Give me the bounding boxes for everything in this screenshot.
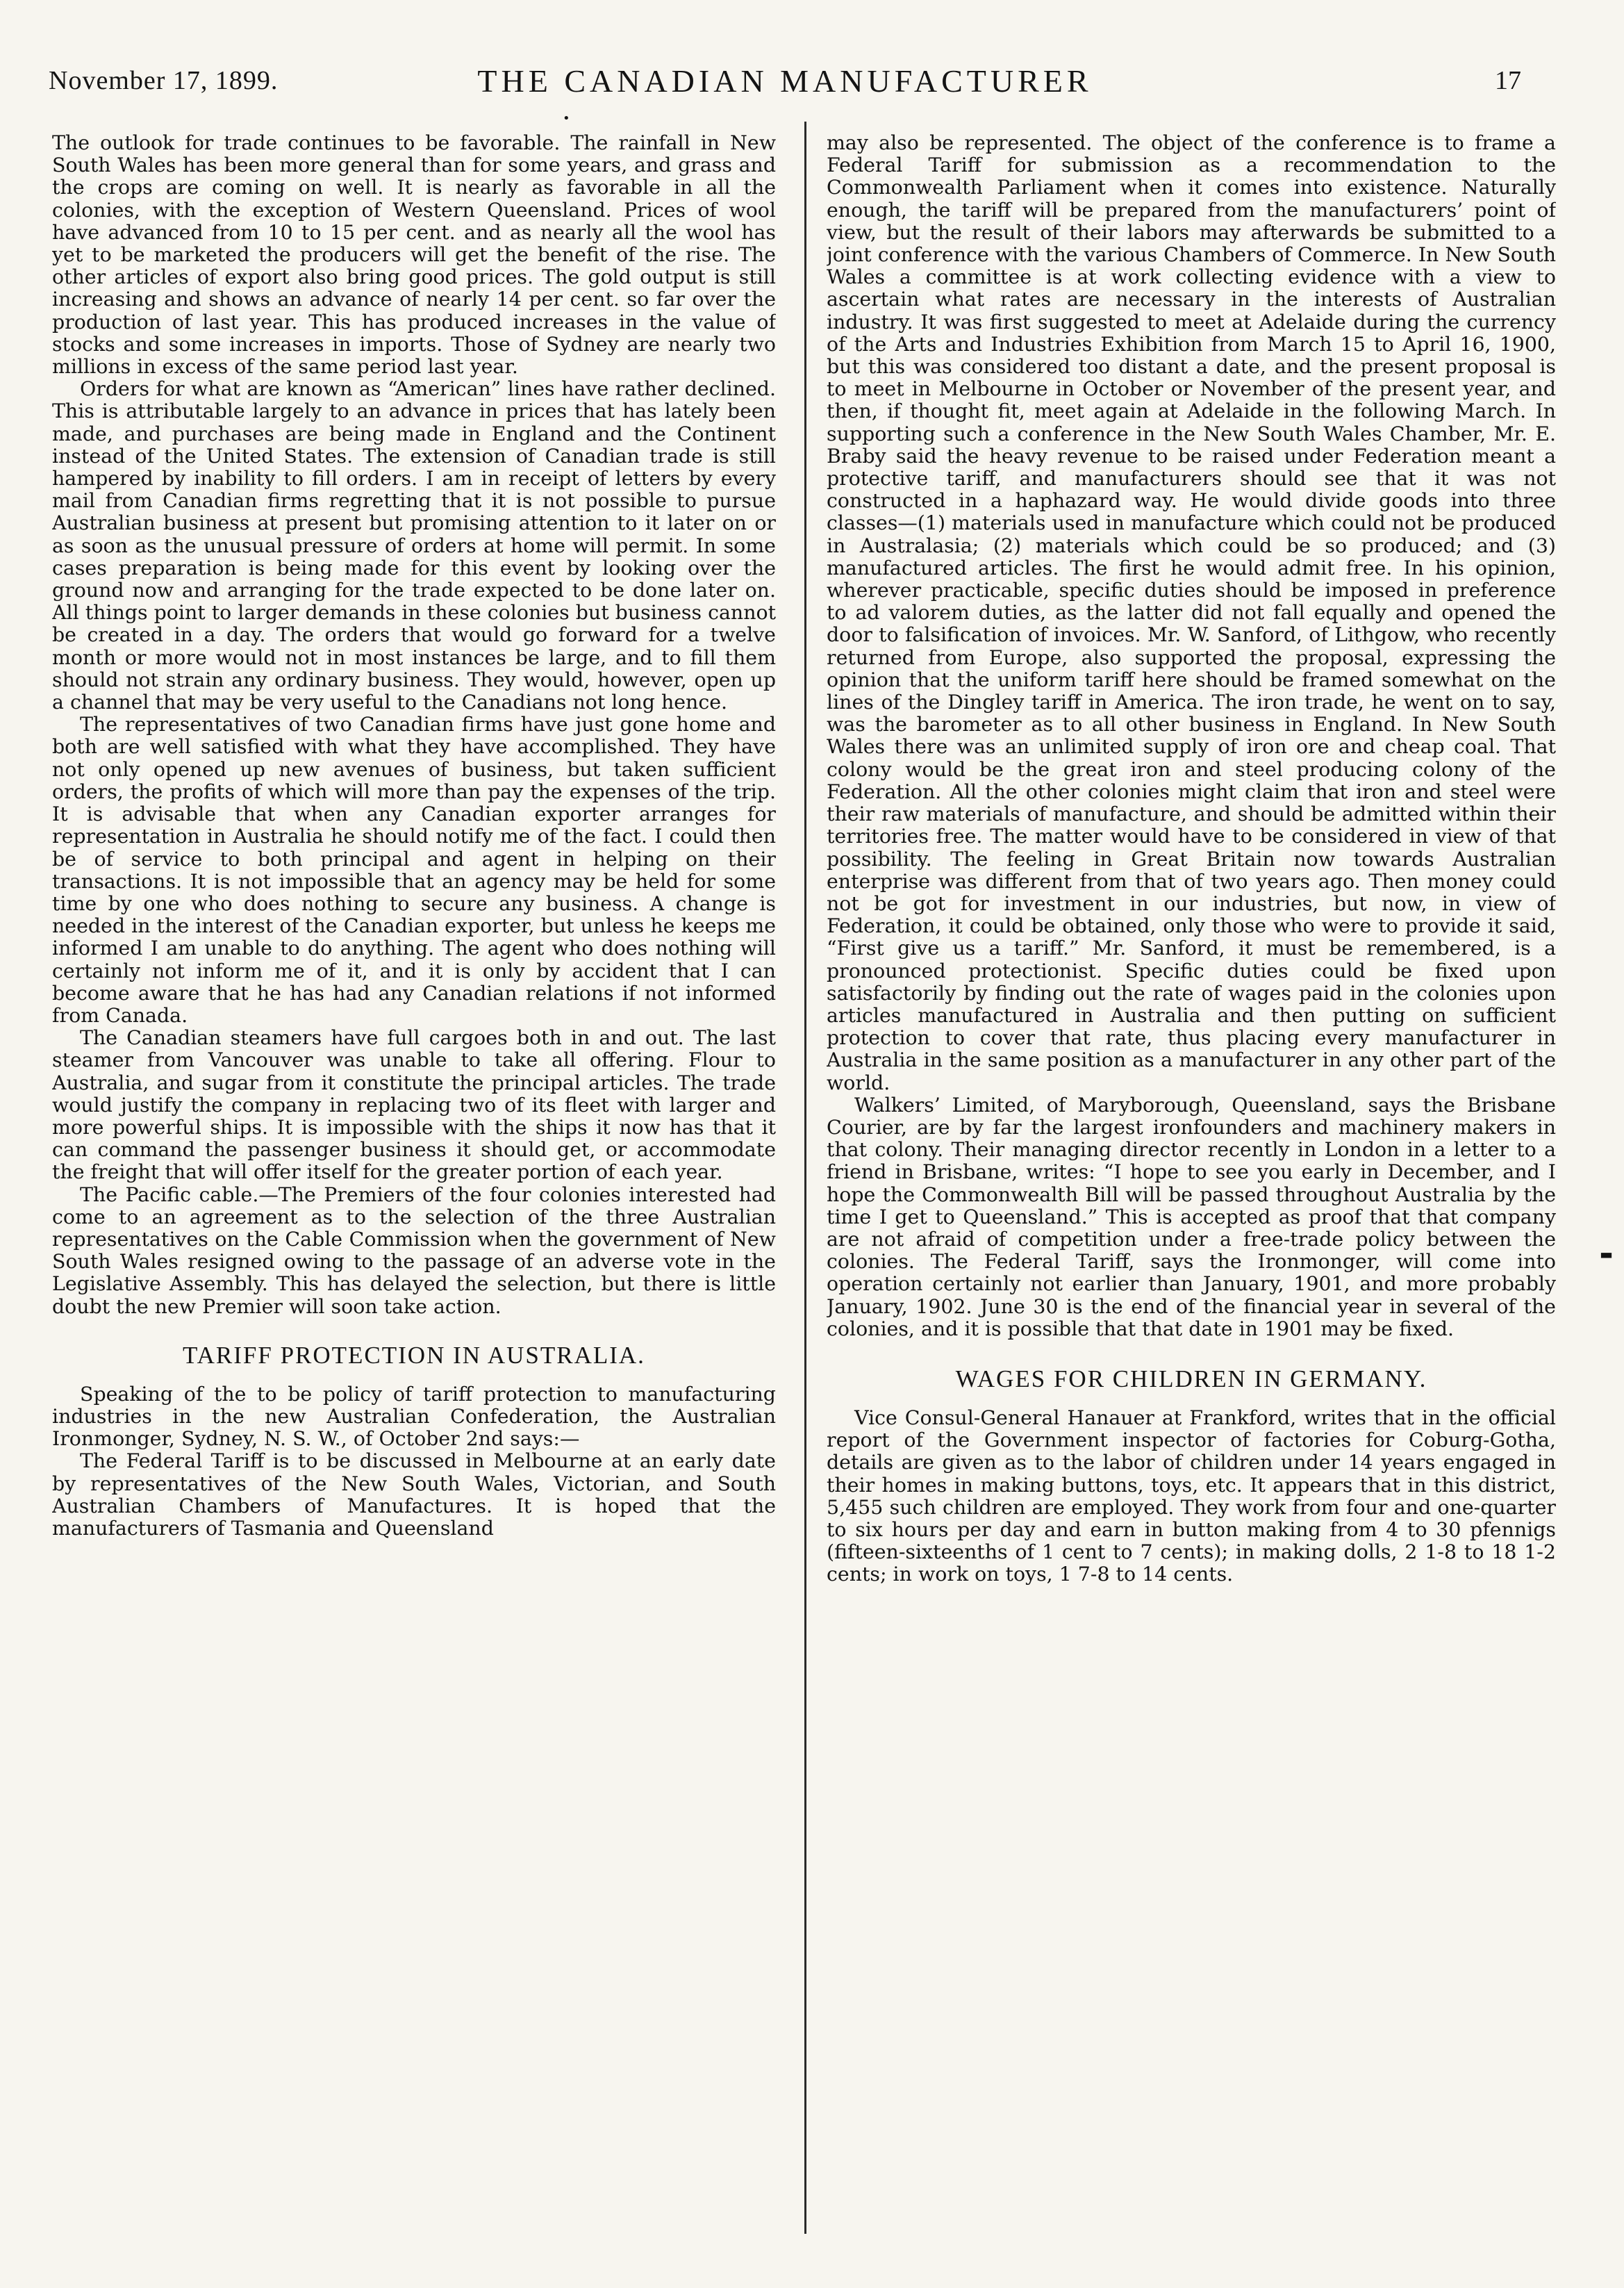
margin-mark: ▬ [1600,1246,1613,1262]
paragraph-pacific-cable: The Pacific cable.—The Premiers of the four colonies interested had come to an agreement as to the selection of the three Australian representatives on the Cable Commission when the government of New South Wales resigned owing to the passage of an adverse vote in the Legislative Assembly. This has delayed the selection, but there is little doubt the new Premier will soon take action. [52,1183,776,1318]
left-column [52,132,776,2234]
heading-tariff-protection: TARIFF PROTECTION IN AUSTRALIA. [183,1341,645,1369]
paragraph-outlook: The outlook for trade continues to be favorable. The rainfall in New South Wales has been more general than for some years, and grass and the crops are coming on well. It is nearly as favorable in all the colonies, with the exception of Western Queensland. Prices of wool have advanced from 10 to 15 per cent. and as nearly all the wool has yet to be marketed the producers will get the benefit of the rise. The other articles of export also bring good prices. The gold output is still increasing and shows an advance of nearly 14 per cent. so far over the production of last year. This has produced increases in the value of stocks and some increases in imports. Those of Sydney are nearly two millions in excess of the same period last year. [52,132,776,379]
masthead [49,63,1521,111]
heading-wages-children: WAGES FOR CHILDREN IN GERMANY. [955,1365,1427,1392]
publication-title: THE CANADIAN MANUFACTURER [477,63,1093,99]
paragraph-federal-tariff: The Federal Tariff is to be discussed in Melbourne at an early date by representatives of the New South Wales, Victorian, and South Australian Chambers of Manufactures. It is hoped that the manufacturers of Tasmania and Queensland [52,1449,776,1540]
paragraph-speaking-of: Speaking of the to be policy of tariff protection to manufacturing industries in the new Australian Confederation, the Australian Ironmonger, Sydney, N. S. W., of October 2nd says:— [52,1382,776,1451]
paragraph-walkers-limited: Walkers’ Limited, of Maryborough, Queensland, says the Brisbane Courier, are by far the largest ironfounders and machinery makers in that colony. Their managing director recently in London in a letter to a friend in Brisbane, writes: “I hope to see you early in December, and I hope the Commonwealth Bill will be passed throughout Australia by the time I get to Queensland.” This is accepted as proof that that company are not afraid of competition under a free-trade policy between the colonies. The Federal Tariff, says the Ironmonger, will come into operation certainly not earlier than January, 1901, and more probably January, 1902. June 30 is the end of the financial year in several of the colonies, and it is possible that that date in 1901 may be fixed. [827,1093,1556,1340]
page-number: 17 [1495,66,1521,95]
print-dot: • [563,111,570,126]
paragraph-vice-consul: Vice Consul-General Hanauer at Frankford, writes that in the official report of the Government inspector of factories for Coburg-Gotha, details are given as to the labor of children under 14 years engaged in their homes in making buttons, toys, etc. It appears that in this district, 5,455 such children are employed. They work from four and one-quarter to six hours per day and earn in button making from 4 to 30 pfennigs (fifteen-sixteenths of 1 cent to 7 cents); in making dolls, 2 1-8 to 18 1-2 cents; in work on toys, 1 7-8 to 14 cents. [827,1406,1556,1586]
right-column [827,132,1556,2234]
paragraph-steamers: The Canadian steamers have full cargoes both in and out. The last steamer from Vancouver was unable to take all offering. Flour to Australia, and sugar from it constitute the principal articles. The trade would justify the company in replacing two of its fleet with larger and more powerful ships. It is impossible with the ships it now has that it can command the passenger business it should get, or accommodate the freight that will offer itself for the greater portion of each year. [52,1026,776,1184]
paragraph-american-lines: Orders for what are known as “American” lines have rather declined. This is attributable largely to an advance in prices that has lately been made, and purchases are being made in England and the Continent instead of the United States. The extension of Canadian trade is still hampered by inability to fill orders. I am in receipt of letters by every mail from Canadian firms regretting that it is not possible to pursue Australian business at present but promising attention to it later on or as soon as the unusual pressure of orders at home will permit. In some cases preparation is being made for this event by looking over the ground now and arranging for the trade expected to be done later on. All things point to larger demands in these colonies but business cannot be created in a day. The orders that would go forward for a twelve month or more would not in most instances be large, and to fill them should not strain any ordinary business. They would, however, open up a channel that may be very useful to the Canadians not long hence. [52,377,776,714]
column-rule [804,122,806,2234]
paragraph-conference: may also be represented. The object of the conference is to frame a Federal Tariff for submission as a recommendation to the Commonwealth Parliament when it comes into existence. Naturally enough, the tariff will be prepared from the manufacturers’ point of view, but the result of their labors may afterwards be submitted to a joint conference with the various Chambers of Commerce. In New South Wales a committee is at work collecting evidence with a view to ascertain what rates are necessary in the interests of Australian industry. It was first suggested to meet at Adelaide during the currency of the Arts and Industries Exhibition from March 15 to April 16, 1900, but this was considered too distant a date, and the present proposal is to meet in Melbourne in October or November of the present year, and then, if thought fit, meet again at Adelaide in the following March. In supporting such a conference in the New South Wales Chamber, Mr. E. Braby said the heavy revenue to be raised under Federation meant a protective tariff, and manufacturers should see that it was not constructed in a haphazard way. He would divide goods into three classes—(1) materials used in manufacture which could not be produced in Australasia; (2) materials which could be so produced; and (3) manufactured articles. The first he would admit free. In his opinion, wherever practicable, specific duties should be imposed in preference to ad valorem duties, as the latter did not fall equally and opened the door to falsification of invoices. Mr. W. Sanford, of Lithgow, who recently returned from Europe, also supported the proposal, expressing the opinion that the uniform tariff here should be framed somewhat on the lines of the Dingley tariff in America. The iron trade, he went on to say, was the barometer as to all other business in England. In New South Wales there was an unlimited supply of iron ore and cheap coal. That colony would be the great iron and steel producing colony of the Federation. All the other colonies might claim that iron and steel were their raw materials of manufacture, and should be admitted within their territories free. The matter would have to be considered in view of that possibility. The feeling in Great Britain now towards Australian enterprise was different from that of two years ago. Then money could not be got for investment in our industries, but now, in view of Federation, it could be obtained, only those who were to provide it said, “First give us a tariff.” Mr. Sanford, it must be remembered, is a pronounced protectionist. Specific duties could be fixed upon satisfactorily by finding out the rate of wages paid in the colonies upon articles manufactured in Australia and then putting on sufficient protection to cover that rate, thus placing every manufacturer in Australia in the same position as a manufacturer in any other part of the world. [827,132,1556,1094]
issue-date: November 17, 1899. [49,66,279,95]
paragraph-representatives: The representatives of two Canadian firms have just gone home and both are well satisfied with what they have accomplished. They have not only opened up new avenues of business, but taken sufficient orders, the profits of which will more than pay the expenses of the trip. It is advisable that when any Canadian exporter arranges for representation in Australia he should notify me of the fact. I could then be of service to both principal and agent in helping on their transactions. It is not impossible that an agency may be held for some time by one who does nothing to secure any business. A change is needed in the interest of the Canadian exporter, but unless he keeps me informed I am unable to do anything. The agent who does nothing will certainly not inform me of it, and it is only by accident that I can become aware that he has had any Canadian relations if not informed from Canada. [52,713,776,1027]
